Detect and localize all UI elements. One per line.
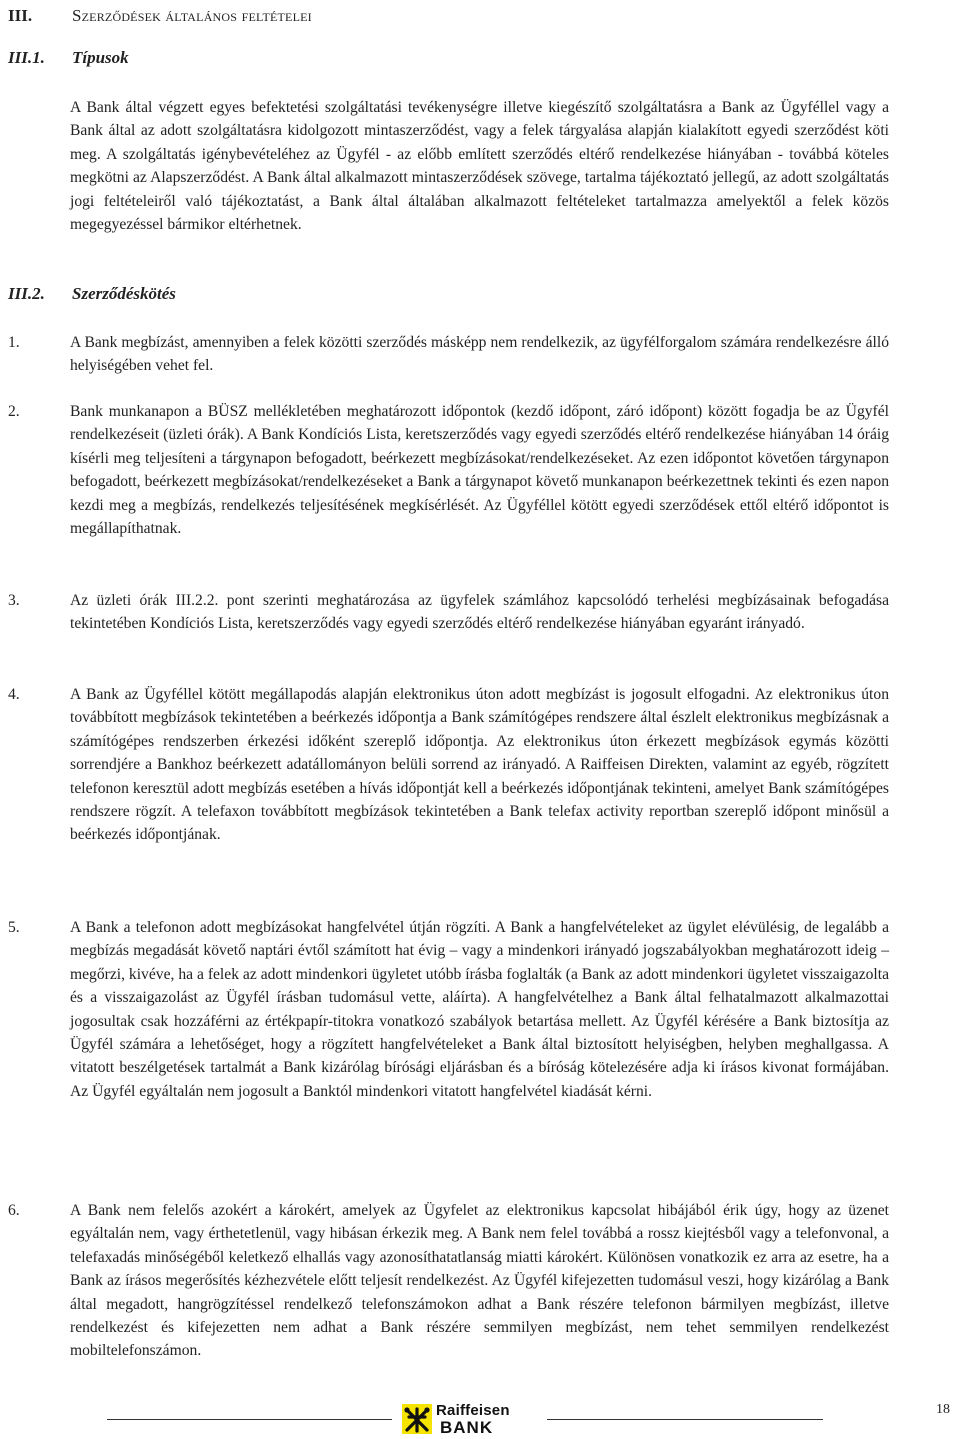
list-item-number: 5. <box>8 919 20 936</box>
footer-rule-left <box>107 1419 392 1420</box>
raiffeisen-gable-cross-icon <box>402 1404 432 1434</box>
section-number: III. <box>8 6 33 25</box>
list-item-text: Az üzleti órák III.2.2. pont szerinti meghatározása az ügyfelek számlához kapcsolódó terhelési megbízásainak befogadása tekintetében Kondíciós Lista, keretszerződés vagy egyedi szerződés eltérő rendelkezése hiányában egyaránt irányadó. <box>70 592 889 633</box>
list-item-text: A Bank a telefonon adott megbízásokat hangfelvétel útján rögzíti. A Bank a hangfelvételeket az ügylet elévülésig, de legalább a megbízás megadását követő naptári évtől számított hat évig – vagy a mindenkori irányadó jogszabályokban meghatározott ideig – megőrzi, kivéve, ha a felek az adott mindenkori ügyletet utóbb írásba foglalták (a Bank az adott mindenkori ügyletet visszaigazolta és a visszaigazolást az Ügyfél írásban tudomásul vette, aláírta). A hangfelvételhez a Bank által felhatalmazott alkalmazottai jogosultak csak hozzáférni az értékpapír-titokra vonatkozó szabályok betartása mellett. Az Ügyfél kérésére a Bank biztosítja az Ügyfél számára a lehetőséget, hogy a rögzített hangfelvételeket a Bank által biztosított helyiségben, helyben meghallgassa. A vitatott beszélgetések tartalmát a Bank kizárólag bírósági eljárásban és a bíróság kötelezésére adja ki írásos kivonat formájában. Az Ügyfél egyáltalán nem jogosult a Banktól mindenkori vitatott hangfelvétel kiadását kérni. <box>70 919 889 1100</box>
list-item <box>8 1199 889 1363</box>
list-item-number: 3. <box>8 592 20 609</box>
list-item-text: A Bank nem felelős azokért a károkért, amelyek az Ügyfelet az elektronikus kapcsolat hibájából érik úgy, hogy az üzenet egyáltalán nem, vagy érthetetlenül, vagy hibásan érkezik meg. A Bank nem felel továbbá a rossz kiejtésből vagy a telefonvonal, a telefaxadás minőségéből keletkező elhallás vagy azonosíthatatlanság miatti károkért. Különösen vonatkozik ez arra az esetre, ha a Bank az írásos megerősítés kézhezvétele előtt teljesít rendelkezést. Az Ügyfél kifejezetten tudomásul veszi, hogy kizárólag a Bank által megadott, hangrögzítéssel rendelkező telefonszámokon adhat a Bank részére telefonon bármilyen megbízást, illetve rendelkezést és kifejezetten nem adhat a Bank részére semmilyen megbízást, nem tehet semmilyen rendelkezést mobiltelefonszámon. <box>70 1202 889 1360</box>
subsection-number: III.1. <box>8 48 45 67</box>
footer-rule-right <box>547 1419 823 1420</box>
list-item-text: A Bank az Ügyféllel kötött megállapodás alapján elektronikus úton adott megbízást is jogosult elfogadni. Az elektronikus úton továbbított megbízások tekintetében a beérkezés időpontja a Bank számítógépes rendszere által észlelt elektronikus megbízásnak a számítógépes rendszerben érkezési időként szereplő időpontja. Az elektronikus úton érkezett megbízások egymás közötti sorrendjére a Bankhoz beérkezett adatállományon belüli sorrend az irányadó. A Raiffeisen Direkten, valamint az egyéb, rögzített telefonon keresztül adott megbízás esetében a hívás időpontját kell a beérkezés időpontjának tekinteni, amelyet Bank számítógépes rendszere rögzít. A telefaxon továbbított megbízások tekintetében a Bank telefax activity reportban szereplő időpont minősül a beérkezés időpontjának. <box>70 686 889 844</box>
list-item-number: 4. <box>8 686 20 703</box>
subsection-number: III.2. <box>8 284 45 303</box>
subsection-title: Szerződéskötés <box>72 284 176 303</box>
list-item-text: A Bank megbízást, amennyiben a felek közötti szerződés másképp nem rendelkezik, az ügyfélforgalom számára rendelkezésre álló helyiségében vehet fel. <box>70 334 889 375</box>
list-item-number: 6. <box>8 1202 20 1219</box>
list-item <box>8 331 889 378</box>
subsection-title: Típusok <box>72 48 129 67</box>
list-item <box>8 916 889 1103</box>
page-number: 18 <box>936 1402 950 1417</box>
list-item <box>8 589 889 636</box>
logo-brand-text: Raiffeisen <box>436 1402 510 1419</box>
section-title: Szerződések általános feltételei <box>72 6 312 25</box>
list-item-number: 1. <box>8 334 20 351</box>
list-item-number: 2. <box>8 403 20 420</box>
list-item-text: Bank munkanapon a BÜSZ mellékletében meghatározott időpontok (kezdő időpont, záró időpont) között fogadja be az Ügyfél rendelkezéseit (üzleti órák). A Bank Kondíciós Lista, keretszerződés vagy egyedi szerződés eltérő rendelkezése hiányában 14 óráig kísérli meg teljesíteni a tárgynapon befogadott, beérkezett megbízásokat/rendelkezéseket. Az ezen időpontot követően tárgynapon befogadott, beérkezett megbízásokat/rendelkezéseket a Bank a tárgynapot követő munkanapon beérkezettnek tekinti és ezen napon kezdi meg a megbízás, rendelkezés teljesítésének megkísérlését. Az Ügyféllel kötött egyedi szerződések ettől eltérő időpontot is megállapíthatnak. <box>70 403 889 538</box>
list-item <box>8 683 889 847</box>
logo-bank-text: BANK <box>440 1418 494 1437</box>
intro-paragraph: A Bank által végzett egyes befektetési szolgáltatási tevékenységre illetve kiegészítő szolgáltatásra a Bank az Ügyféllel vagy a Bank által az adott szolgáltatásra kidolgozott mintaszerződést, vagy a felek tárgyalása alapján kialakított egyedi szerződést köti meg. A szolgáltatás igénybevételéhez az Ügyfél - az előbb említett szerződés eltérő rendelkezése hiányában - továbbá köteles megkötni az Alapszerződést. A Bank által alkalmazott mintaszerződések szövege, tartalma tájékoztató jellegű, az adott szolgáltatás jogi feltételeiről való tájékoztatást, a Bank által általában alkalmazott feltételeket tartalmazza amelyektől a felek közös megegyezéssel bármikor eltérhetnek. <box>70 99 889 234</box>
raiffeisen-logo <box>402 1402 532 1438</box>
list-item <box>8 400 889 540</box>
